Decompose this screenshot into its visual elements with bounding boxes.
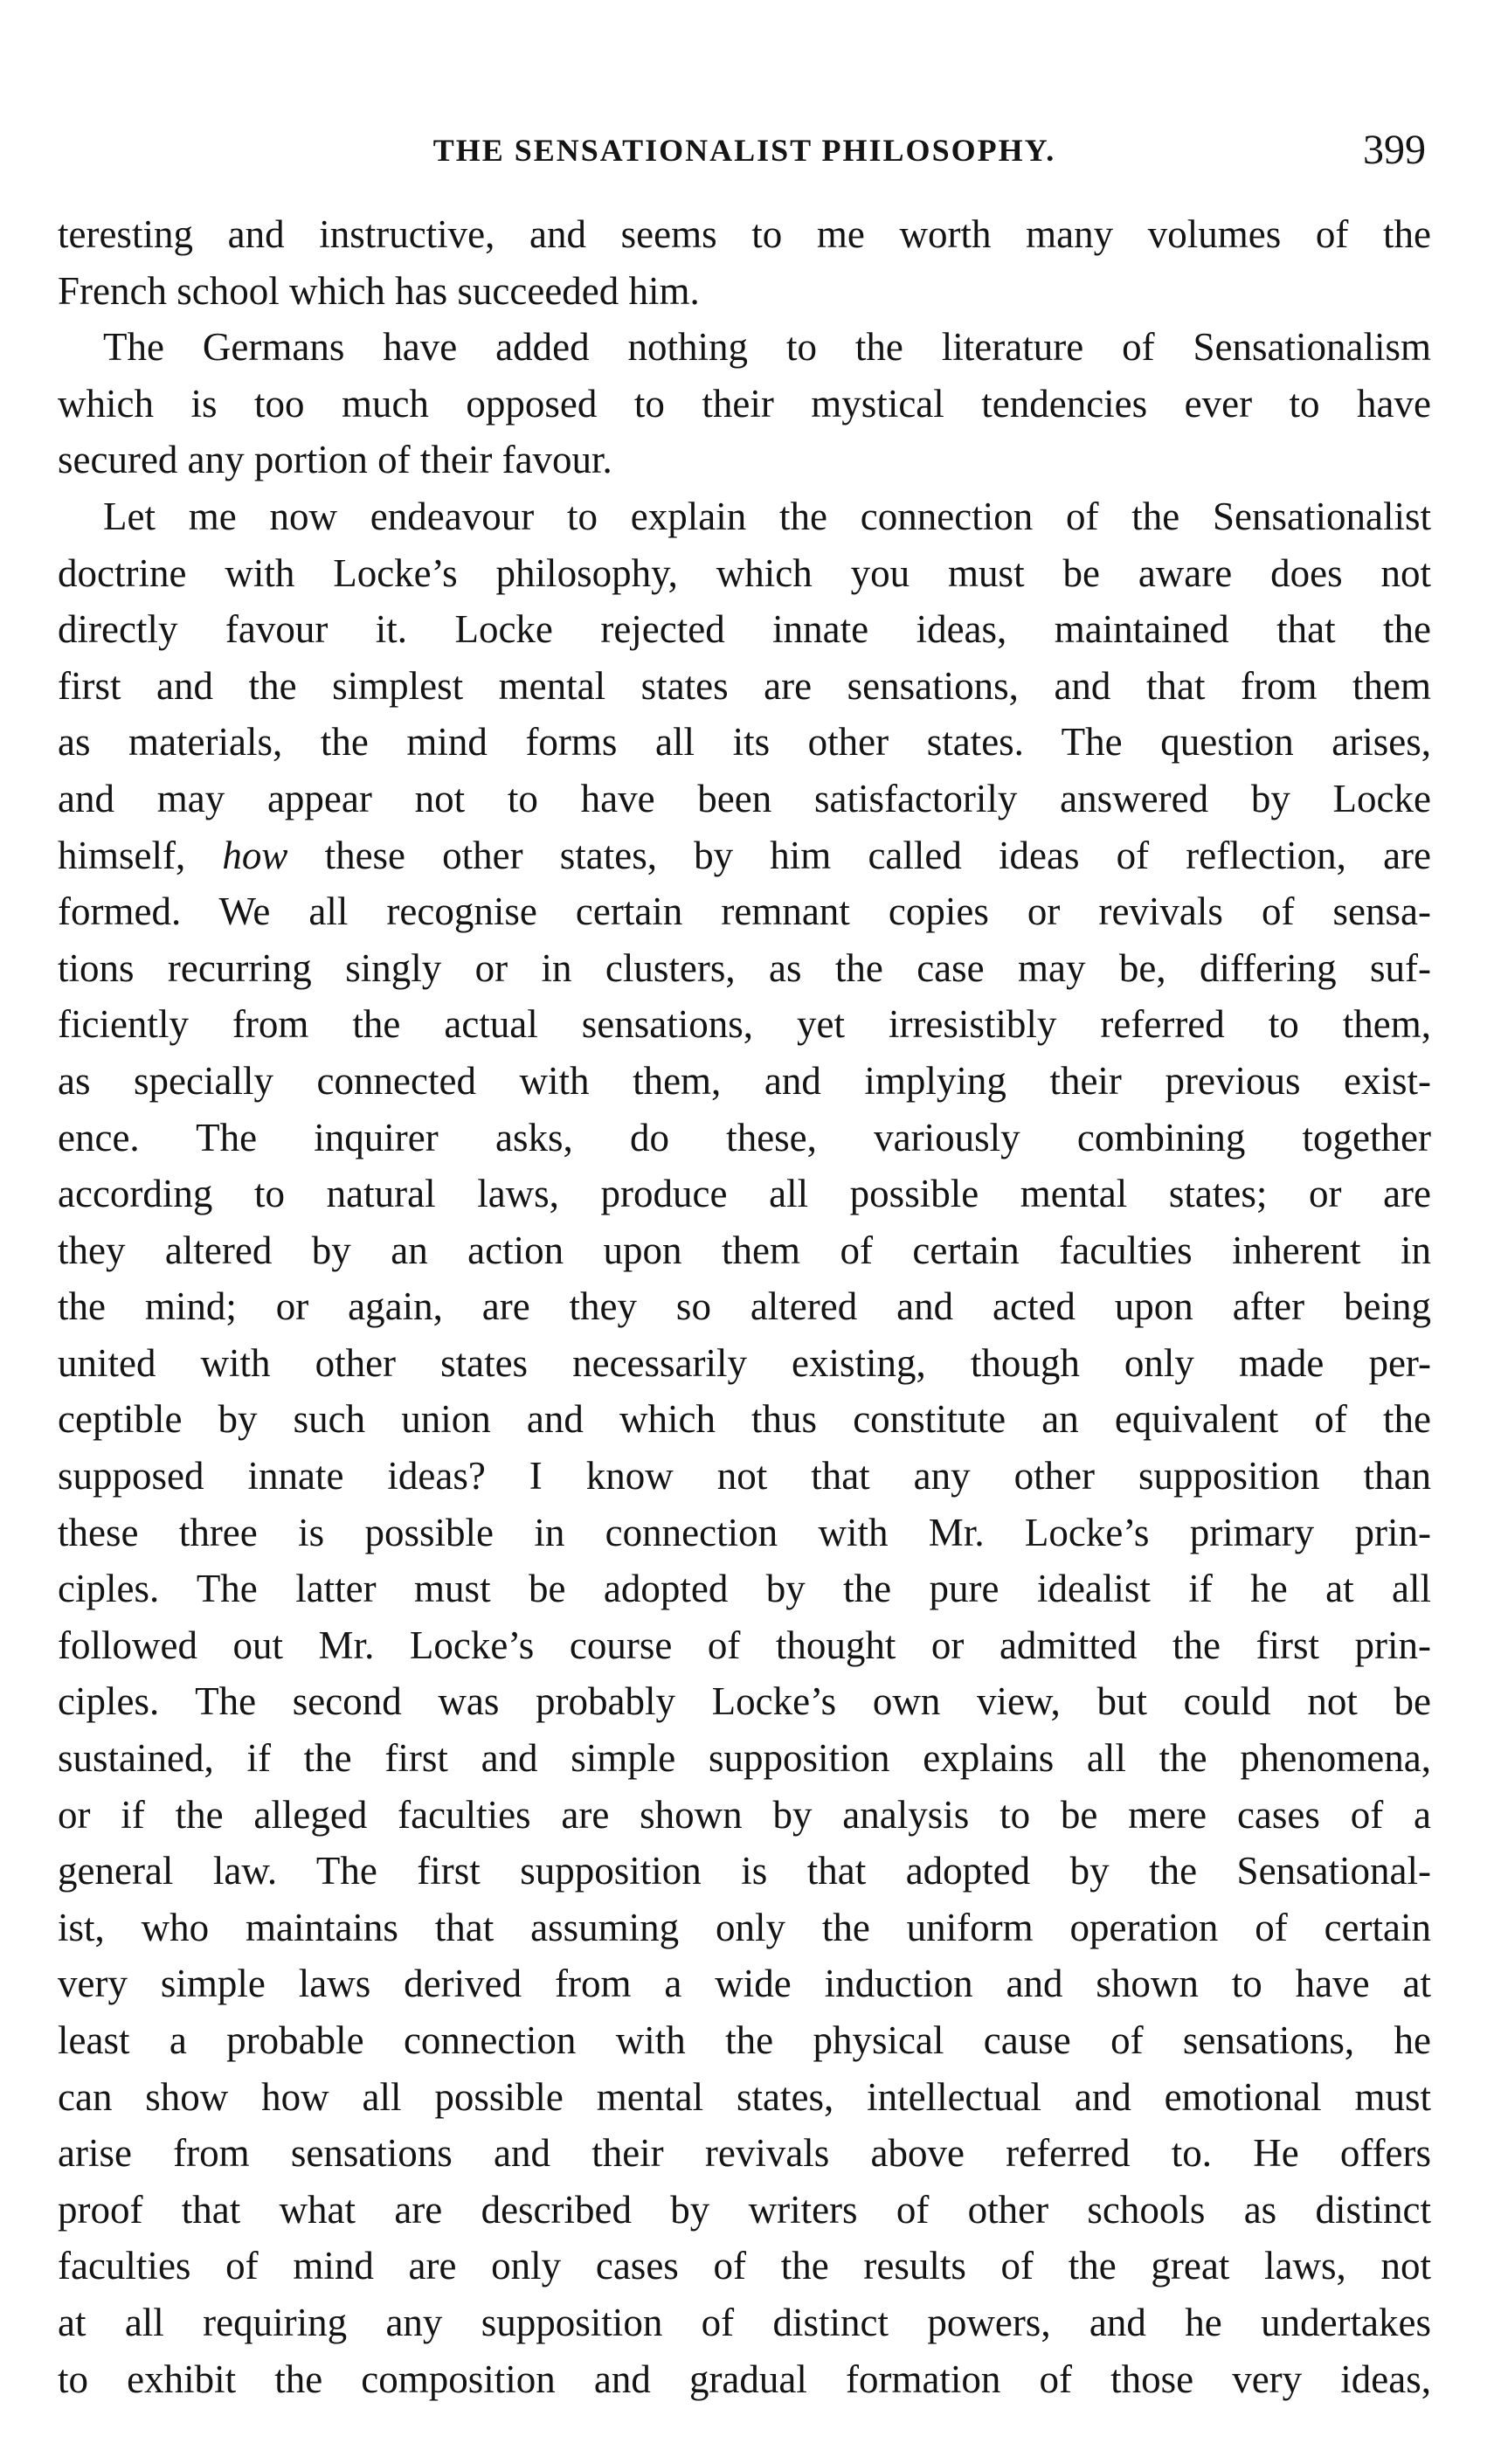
text-line: formed. We all recognise certain remnant copies or revivals of sensa-: [58, 889, 1431, 934]
text-line: sustained, if the first and simple supposition explains all the phenomena,: [58, 1736, 1431, 1781]
paragraph-3: [58, 488, 1431, 2407]
text-line: and may appear not to have been satisfactorily answered by Locke: [58, 776, 1431, 820]
page-number: 399: [1363, 127, 1426, 173]
text-line: arise from sensations and their revivals above referred to. He offers: [58, 2131, 1431, 2176]
text-line: least a probable connection with the physical cause of sensations, he: [58, 2018, 1431, 2062]
text-line: directly favour it. Locke rejected innate ideas, maintained that the: [58, 607, 1431, 652]
text-line: ceptible by such union and which thus constitute an equivalent of the: [58, 1397, 1431, 1442]
text-line: proof that what are described by writers of other schools as distinct: [58, 2187, 1431, 2232]
text-line: according to natural laws, produce all possible mental states; or are: [58, 1172, 1431, 1216]
text-line: first and the simplest mental states are sensations, and that from them: [58, 663, 1431, 708]
text-line: Let me now endeavour to explain the connection of the Sensationalist: [103, 494, 1431, 538]
text-line: very simple laws derived from a wide induction and shown to have at: [58, 1962, 1431, 2006]
text-line: ciples. The latter must be adopted by the pure idealist if he at all: [58, 1567, 1431, 1611]
running-title: THE SENSATIONALIST PHILOSOPHY.: [432, 133, 1056, 168]
text-line: at all requiring any supposition of distinct powers, and he undertakes: [58, 2300, 1431, 2344]
text-line: faculties of mind are only cases of the results of the great laws, not: [58, 2244, 1431, 2288]
text-line: ficiently from the actual sensations, yet irresistibly referred to them,: [58, 1002, 1431, 1047]
text-line: supposed innate ideas? I know not that any other supposition than: [58, 1454, 1431, 1498]
text-line: ence. The inquirer asks, do these, variously combining together: [58, 1115, 1431, 1159]
text-line: French school which has succeeded him.: [58, 268, 700, 313]
paragraph-2: [58, 319, 1431, 488]
text-line: as specially connected with them, and implying their previous exist-: [58, 1058, 1431, 1103]
text-line: ist, who maintains that assuming only the uniform operation of certain: [58, 1905, 1431, 1949]
text-line: The Germans have added nothing to the literature of Sensationalism: [103, 325, 1431, 370]
text-line: united with other states necessarily existing, though only made per-: [58, 1340, 1431, 1385]
text-line: ciples. The second was probably Locke’s own view, but could not be: [58, 1679, 1431, 1724]
text-line: general law. The first supposition is that adopted by the Sensational-: [58, 1849, 1431, 1893]
text-line: or if the alleged faculties are shown by analysis to be mere cases of a: [58, 1792, 1431, 1837]
text-line: they altered by an action upon them of certain faculties inherent in: [58, 1228, 1431, 1272]
text-line: [58, 827, 1431, 884]
text-line: as materials, the mind forms all its other states. The question arises,: [58, 720, 1431, 765]
text-line: secured any portion of their favour.: [58, 438, 612, 482]
text-fragment: himself,: [58, 833, 186, 877]
text-line: followed out Mr. Locke’s course of thought or admitted the first prin-: [58, 1623, 1431, 1667]
emphasis: how: [222, 833, 288, 877]
text-line: the mind; or again, are they so altered and acted upon after being: [58, 1284, 1431, 1329]
text-line: tions recurring singly or in clusters, as the case may be, differing suf-: [58, 945, 1431, 990]
text-line: doctrine with Locke’s philosophy, which you must be aware does not: [58, 550, 1431, 595]
text-line: can show how all possible mental states, intellectual and emotional must: [58, 2074, 1431, 2119]
text-line: teresting and instructive, and seems to me worth many volumes of the: [58, 212, 1431, 256]
text-line: to exhibit the composition and gradual formation of those very ideas,: [58, 2357, 1431, 2401]
text-fragment: these other states, by him called ideas of reflection, are: [324, 833, 1431, 877]
text-line: these three is possible in connection with Mr. Locke’s primary prin-: [58, 1510, 1431, 1554]
text-line: which is too much opposed to their mystical tendencies ever to have: [58, 381, 1431, 426]
running-head: [63, 124, 1426, 176]
paragraph-1: [58, 206, 1431, 319]
body-text: [58, 206, 1431, 2407]
